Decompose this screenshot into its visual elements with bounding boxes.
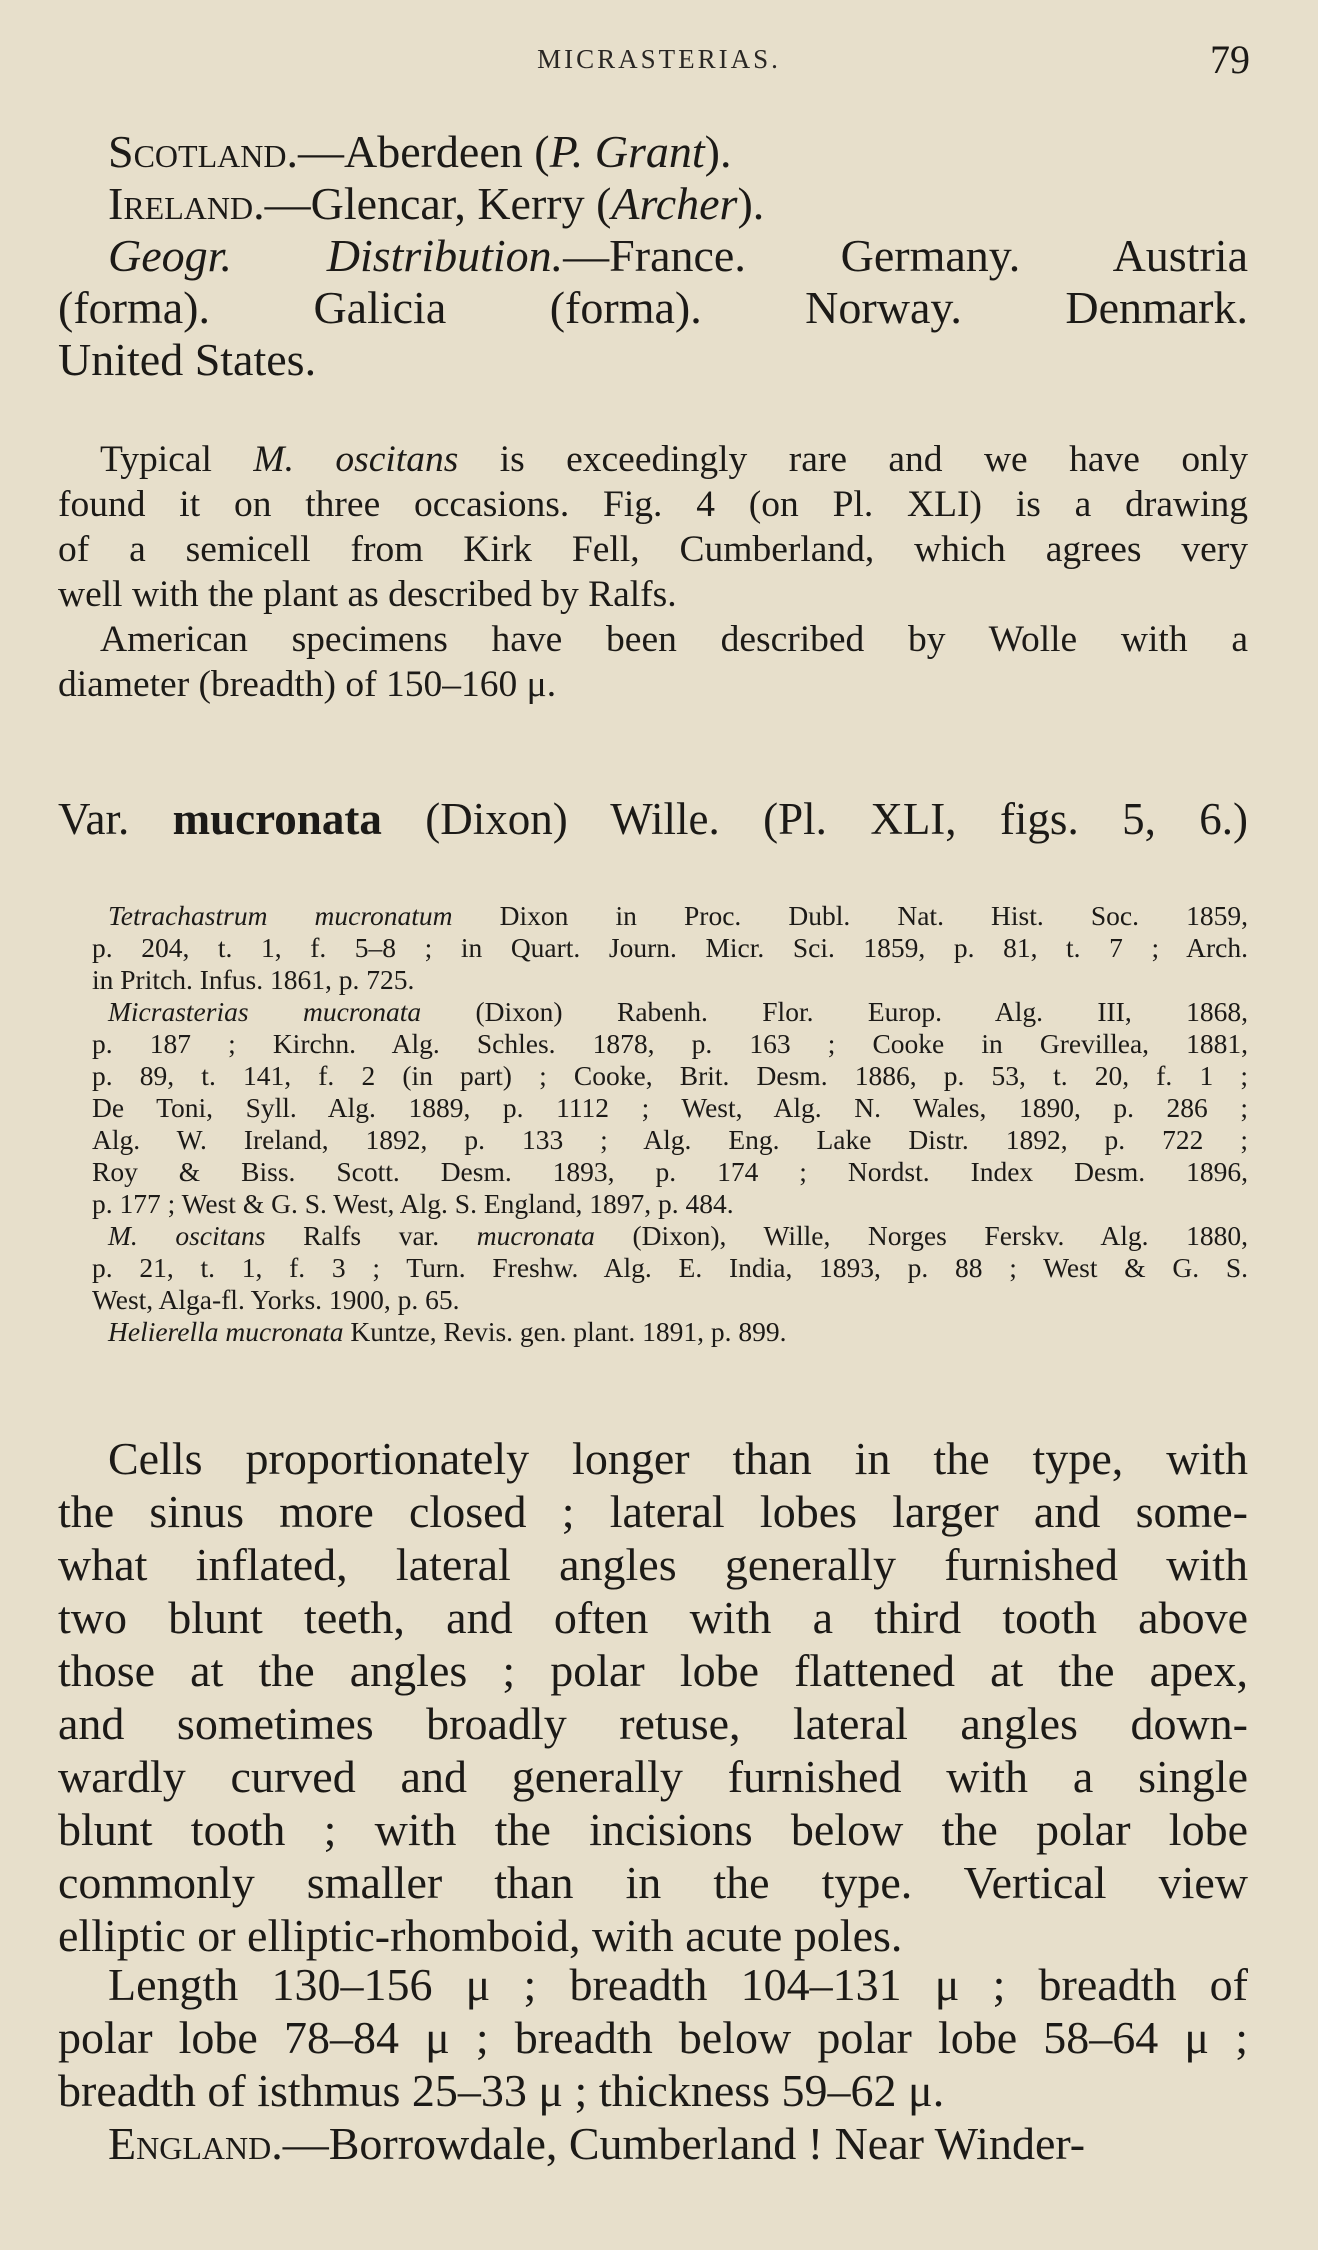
text-line: Typical M. oscitans is exceedingly rare and we have only	[100, 439, 1248, 480]
text-line: elliptic or elliptic-rhomboid, with acute poles.	[58, 1910, 903, 1961]
text-line: American specimens have been described by Wolle with a	[100, 619, 1248, 660]
text-line: diameter (breadth) of 150–160 μ.	[58, 664, 557, 705]
text-line: the sinus more closed ; lateral lobes larger and some-	[58, 1486, 1248, 1537]
type-remarks-paragraph	[58, 437, 1248, 707]
synonymy-entry: M. oscitans Ralfs var. mucronata (Dixon), Wille, Norges Ferskv. Alg. 1880, p. 21, t. 1, f. 3 ; Turn. Freshw. Alg. E. India, 1893, p. 88 ; West & G. S. West, Alga-fl. Yorks. 1900, p. 65.	[92, 1220, 1248, 1315]
text-line: well with the plant as described by Ralfs.	[58, 574, 677, 615]
text-line: what inflated, lateral angles generally furnished with	[58, 1539, 1248, 1590]
distribution-line-3: United States.	[58, 334, 317, 385]
region-name: Scotland	[108, 126, 287, 177]
running-head: MICRASTERIAS.	[537, 44, 781, 74]
locality-ireland: Ireland.—Glencar, Kerry (Archer).	[108, 178, 765, 229]
synonymy-entry: Tetrachastrum mucronatum Dixon in Proc. Dubl. Nat. Hist. Soc. 1859, p. 204, t. 1, f. 5–8 ; in Quart. Journ. Micr. Sci. 1859, p. 81, t. 7 ; Arch. in Pritch. Infus. 1861, p. 725.	[92, 900, 1248, 995]
region-name: England	[108, 2118, 272, 2169]
measurements-paragraph	[58, 1958, 1248, 2170]
taxon-name: Micrasterias mucronata	[108, 996, 422, 1027]
variety-name: mucronata	[172, 794, 382, 844]
text-line: Length 130–156 μ ; breadth 104–131 μ ; breadth of	[108, 1959, 1248, 2010]
locality-scotland: Scotland.—Aberdeen (P. Grant).	[108, 126, 732, 177]
taxon-name: M. oscitans	[108, 1220, 266, 1251]
page-number: 79	[1210, 37, 1250, 82]
text-line: those at the angles ; polar lobe flattened at the apex,	[58, 1645, 1248, 1696]
region-name: Ireland	[108, 178, 254, 229]
taxon-name: Tetrachastrum mucronatum	[108, 900, 453, 931]
text-line: of a semicell from Kirk Fell, Cumberland, which agrees very	[58, 529, 1248, 570]
text-line: blunt tooth ; with the incisions below the polar lobe	[58, 1804, 1248, 1855]
text-line: breadth of isthmus 25–33 μ ; thickness 59–62 μ.	[58, 2065, 945, 2116]
plate-reference: (Pl. XLI, figs. 5, 6.)	[763, 794, 1249, 844]
localities-block	[58, 126, 1248, 386]
synonymy-entry: Helierella mucronata Kuntze, Revis. gen. plant. 1891, p. 899.	[108, 1316, 787, 1347]
variety-heading: Var. mucronata (Dixon) Wille. (Pl. XLI, figs. 5, 6.)	[58, 794, 1249, 844]
distribution-line-2: (forma). Galicia (forma). Norway. Denmark.	[58, 282, 1248, 333]
collector-name: Archer	[611, 178, 738, 229]
page-header	[0, 36, 1318, 86]
taxon-name: Helierella mucronata	[108, 1316, 344, 1347]
collector-name: P. Grant	[549, 126, 705, 177]
text-line: Cells proportionately longer than in the type, with	[108, 1433, 1248, 1484]
text-line: and sometimes broadly retuse, lateral angles down-	[58, 1698, 1248, 1749]
text-line: found it on three occasions. Fig. 4 (on Pl. XLI) is a drawing	[58, 484, 1248, 525]
distribution-line-1: Geogr. Distribution.—France. Germany. Austria	[108, 230, 1248, 281]
text-line: two blunt teeth, and often with a third tooth above	[58, 1592, 1248, 1643]
synonymy-entry: Micrasterias mucronata (Dixon) Rabenh. Flor. Europ. Alg. III, 1868, p. 187 ; Kirchn. Alg. Schles. 1878, p. 163 ; Cooke in Grevillea, 1881, p. 89, t. 141, f. 2 (in part) ; Cooke, Brit. Desm. 1886, p. 53, t. 20, f. 1 ; De Toni, Syll. Alg. 1889, p. 1112 ; West, Alg. N. Wales, 1890, p. 286 ; Alg. W. Ireland, 1892, p. 133 ; Alg. Eng. Lake Distr. 1892, p. 722 ; Roy & Biss. Scott. Desm. 1893, p. 174 ; Nordst. Index Desm. 1896, p. 177 ; West & G. S. West, Alg. S. England, 1897, p. 484.	[92, 996, 1248, 1219]
text-line: wardly curved and generally furnished with a single	[58, 1751, 1248, 1802]
taxon-name: M. oscitans	[253, 439, 459, 480]
text-line: commonly smaller than in the type. Vertical view	[58, 1857, 1248, 1908]
description-paragraph	[58, 1432, 1248, 1962]
locality-england: England.—Borrowdale, Cumberland ! Near Winder-	[108, 2118, 1086, 2169]
distribution-label: Geogr. Distribution.	[108, 230, 564, 281]
text-line: polar lobe 78–84 μ ; breadth below polar lobe 58–64 μ ;	[58, 2012, 1248, 2063]
synonymy-list	[58, 900, 1248, 1348]
